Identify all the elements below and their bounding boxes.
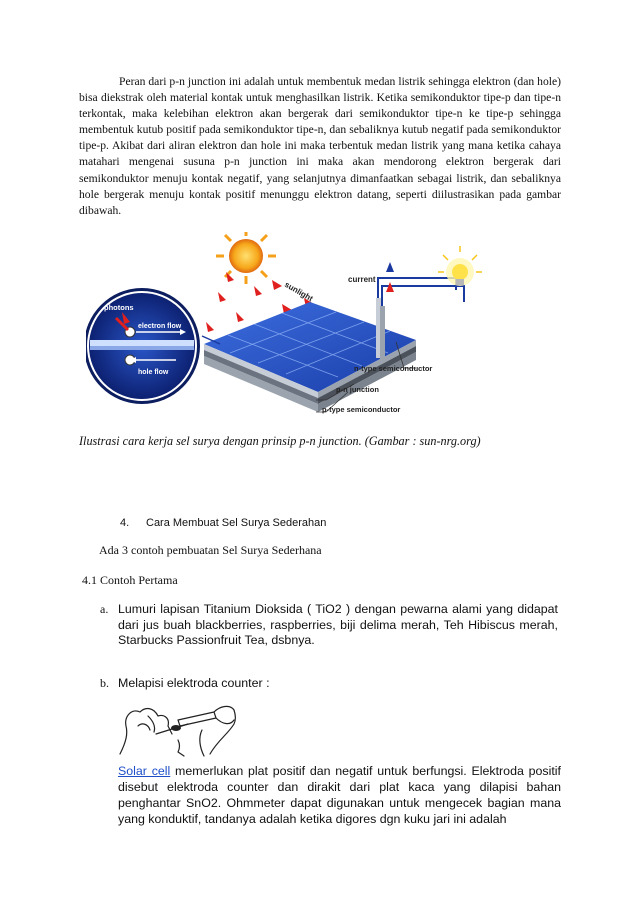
label-n-type: n-type semiconductor [354, 364, 433, 373]
figure-caption: Ilustrasi cara kerja sel surya dengan prinsip p-n junction. (Gambar : sun-nrg.org) [79, 434, 481, 448]
light-bulb-icon [438, 246, 482, 286]
section-4-heading [120, 517, 326, 529]
label-p-type: p-type semiconductor [322, 405, 401, 414]
list-item-a-label: a. [100, 602, 109, 616]
sun-icon [216, 232, 276, 284]
solar-cell-link[interactable]: Solar cell [118, 764, 171, 778]
label-sunlight: sunlight [283, 279, 315, 304]
label-electron-flow: electron flow [138, 323, 182, 330]
solar-cell-paragraph [118, 764, 561, 828]
section-intro: Ada 3 contoh pembuatan Sel Surya Sederhana [99, 543, 322, 557]
hand-dropper-sketch [118, 694, 238, 758]
list-item-b-text: Melapisi elektroda counter : [118, 676, 270, 690]
solar-panel [204, 298, 416, 412]
section-number: 4. [120, 517, 130, 529]
solar-cell-illustration [86, 232, 526, 432]
solar-cell-paragraph-text: memerlukan plat positif dan negatif untuk berfungsi. Elektroda positif disebut elektroda counter dan dirakit dari plat kaca yang dilapisi bahan penghantar SnO2. Ohmmeter dapat digunakan untuk mengecek bagian mana yang konduktif, tandanya adalah ketika digores dgn kuku jari ini adalah [118, 764, 561, 826]
label-hole-flow: hole flow [138, 369, 169, 376]
label-pn-junction: p-n junction [336, 385, 379, 394]
subsection-heading: 4.1 Contoh Pertama [82, 573, 178, 587]
label-photons: photons [104, 303, 134, 312]
list-item-a-text: Lumuri lapisan Titanium Dioksida ( TiO2 ) dengan pewarna alami yang didapat dari jus buah blackberries, raspberries, biji delima merah, Teh Hibiscus merah, Starbucks Passionfruit Tea, dsbnya. [118, 602, 558, 648]
section-title: Cara Membuat Sel Surya Sederahan [146, 517, 327, 529]
intro-paragraph: Peran dari p-n junction ini adalah untuk membentuk medan listrik sehingga elektron (dan hole) bisa diekstrak oleh material kontak untuk menghasilkan listrik. Ketika semikonduktor tipe-p dan tipe-n terkontak, maka kelebihan elektron akan bergerak dari semikonduktor tipe-n ke tipe-p sehingga membentuk kutub positif pada semikonduktor tipe-n, dan sebaliknya kutub negatif pada semikonduktor tipe-p. Akibat dari aliran elektron dan hole ini maka terbentuk medan listrik yang mana ketika cahaya matahari mengenai susuna p-n junction ini maka akan mendorong elektron bergerak dari semikonduktor menuju kontak negatif, yang selanjutnya dimanfaatkan sebagai listrik, dan sebaliknya hole bergerak menuju kontak positif menunggu elektron datang, seperti diilustrasikan pada gambar dibawah. [79, 75, 561, 217]
label-current: current [348, 275, 376, 284]
list-item-b-label: b. [100, 676, 109, 690]
